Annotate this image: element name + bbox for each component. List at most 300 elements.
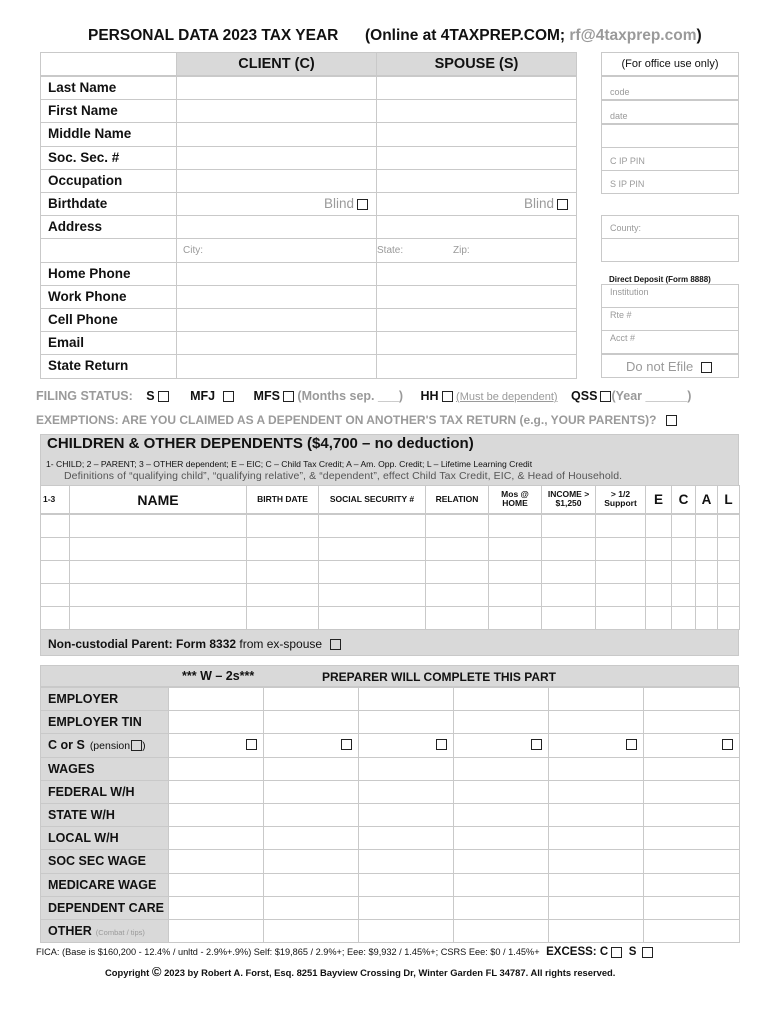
dependents-title: CHILDREN & OTHER DEPENDENTS ($4,700 – no deduction) [47, 435, 474, 452]
w2-cell[interactable] [548, 873, 644, 897]
exemptions-question [36, 413, 677, 427]
w2-cell[interactable] [453, 780, 549, 804]
exemptions-checkbox[interactable] [666, 415, 677, 426]
dependent-cell[interactable] [541, 514, 596, 538]
w2-row-label [48, 762, 95, 776]
dependent-cell[interactable] [246, 606, 319, 630]
do-not-efile[interactable] [601, 354, 739, 378]
dependent-cell[interactable] [595, 606, 646, 630]
dependent-cell[interactable] [425, 583, 489, 607]
w2-header-left: *** W – 2s*** [182, 669, 255, 683]
w2-cell[interactable] [548, 919, 644, 943]
w2-row-label [48, 878, 156, 892]
w2-cell[interactable] [453, 873, 549, 897]
w2-cell[interactable] [168, 710, 264, 734]
w2-cell[interactable] [358, 780, 454, 804]
w2-row-label-cell [40, 710, 169, 734]
dependent-cell[interactable] [318, 606, 426, 630]
dependent-cell[interactable] [695, 583, 718, 607]
w2-cell[interactable] [643, 849, 740, 874]
page-title [88, 27, 702, 45]
w2-cell[interactable] [168, 896, 264, 920]
zip-label: Zip: [453, 245, 470, 256]
c-or-s-checkbox[interactable] [722, 739, 733, 750]
title-email[interactable]: rf@4taxprep.com [569, 27, 697, 44]
dependent-cell[interactable] [717, 560, 740, 584]
dependent-cell[interactable] [40, 537, 70, 561]
client-field[interactable] [176, 122, 377, 147]
institution-field[interactable]: Institution [601, 284, 739, 308]
dependent-col-header-label: A [701, 491, 712, 507]
w2-cell[interactable] [643, 757, 740, 781]
dependent-cell[interactable] [645, 514, 672, 538]
filing-mfj-checkbox[interactable] [223, 391, 234, 402]
w2-row-label-cell [40, 733, 169, 758]
w2-cell[interactable] [643, 733, 740, 758]
dependent-cell[interactable] [318, 583, 426, 607]
dependent-col-header-label: SOCIAL SECURITY # [329, 493, 415, 504]
dependent-cell[interactable] [488, 583, 542, 607]
dependent-cell[interactable] [671, 583, 696, 607]
w2-cell[interactable] [168, 687, 264, 711]
pension-close: ) [142, 740, 146, 752]
account-field[interactable]: Acct # [601, 330, 739, 354]
dependent-col-header [246, 485, 319, 514]
w2-row-label-cell [40, 849, 169, 874]
client-field[interactable] [176, 99, 377, 123]
w2-cell[interactable] [168, 826, 264, 850]
filing-s-checkbox[interactable] [158, 391, 169, 402]
dependent-cell[interactable] [695, 537, 718, 561]
client-field[interactable] [176, 76, 377, 100]
blind-checkbox[interactable] [557, 199, 568, 210]
w2-row-label [48, 692, 118, 706]
office-blank-field[interactable] [601, 124, 739, 148]
dependent-col-header-label: L [724, 491, 733, 507]
dependent-cell[interactable] [425, 560, 489, 584]
personal-row-label-cell [40, 76, 177, 100]
dependent-col-header [645, 485, 672, 514]
dependent-col-header-label: C [678, 491, 689, 507]
fica-text: FICA: (Base is $160,200 - 12.4% / unltd - 2.9%+.9%) Self: $19,865 / 2.9%+; Eee: $9,932 / 1.45%+; CSRS Eee: $0 / 1.45%+ [36, 947, 540, 957]
dependent-col-header [595, 485, 646, 514]
w2-cell[interactable] [643, 919, 740, 943]
dependent-col-header-label: > 1/2 Support [604, 488, 637, 509]
personal-row-label: Middle Name [48, 126, 132, 141]
dependent-cell[interactable] [246, 560, 319, 584]
personal-corner [40, 52, 177, 76]
direct-deposit-label: Direct Deposit (Form 8888) [609, 275, 711, 284]
w2-header-right: PREPARER WILL COMPLETE THIS PART [322, 670, 557, 684]
w2-row-label [48, 808, 115, 822]
dependent-cell[interactable] [645, 606, 672, 630]
filing-year: (Year ______) [611, 389, 692, 403]
personal-row-label-cell [40, 331, 177, 355]
personal-row-label: Birthdate [48, 196, 108, 211]
w2-cell[interactable] [263, 757, 359, 781]
w2-cell[interactable] [453, 733, 549, 758]
blind-option [324, 196, 368, 211]
copyright-line [105, 964, 615, 979]
w2-row-label-cell [40, 826, 169, 850]
w2-cell[interactable] [453, 919, 549, 943]
w2-cell[interactable] [168, 919, 264, 943]
w2-cell[interactable] [643, 873, 740, 897]
w2-row-label-cell [40, 780, 169, 804]
dependent-cell[interactable] [671, 514, 696, 538]
w2-cell[interactable] [358, 757, 454, 781]
w2-cell[interactable] [548, 710, 644, 734]
c-or-s-checkbox[interactable] [531, 739, 542, 750]
personal-row-label-cell [40, 285, 177, 309]
dependent-cell[interactable] [717, 514, 740, 538]
dependent-cell[interactable] [488, 537, 542, 561]
dependent-cell[interactable] [671, 560, 696, 584]
personal-row-label: Home Phone [48, 266, 131, 281]
dependent-col-header [541, 485, 596, 514]
personal-row-label-cell [40, 308, 177, 332]
blind-checkbox[interactable] [357, 199, 368, 210]
spouse-field[interactable] [376, 238, 577, 263]
personal-row-label-cell [40, 169, 177, 193]
blind-label: Blind [323, 196, 354, 211]
w2-cell[interactable] [168, 780, 264, 804]
w2-cell[interactable] [263, 826, 359, 850]
dependent-col-header-label: BIRTH DATE [257, 493, 308, 504]
copyright-pre: Copyright [105, 967, 152, 978]
dependent-cell[interactable] [425, 514, 489, 538]
filing-mfs-checkbox[interactable] [283, 391, 294, 402]
dependent-cell[interactable] [488, 514, 542, 538]
w2-cell[interactable] [263, 780, 359, 804]
w2-cell[interactable] [263, 803, 359, 827]
w2-cell[interactable] [263, 873, 359, 897]
personal-row-label: First Name [48, 103, 118, 118]
spouse-field[interactable] [376, 331, 577, 355]
w2-cell[interactable] [358, 896, 454, 920]
filing-months-sep: (Months sep. ___) [297, 389, 403, 403]
personal-row-label: Soc. Sec. # [48, 150, 120, 165]
w2-cell[interactable] [453, 803, 549, 827]
c-or-s-checkbox[interactable] [436, 739, 447, 750]
w2-cell[interactable] [548, 733, 644, 758]
w2-cell[interactable] [548, 826, 644, 850]
w2-cell[interactable] [263, 733, 359, 758]
personal-row-label-cell [40, 146, 177, 170]
w2-row-label [48, 854, 146, 868]
client-field[interactable] [176, 192, 377, 216]
w2-cell[interactable] [643, 896, 740, 920]
dependent-cell[interactable] [541, 537, 596, 561]
dependent-cell[interactable] [246, 537, 319, 561]
spouse-field[interactable] [376, 354, 577, 379]
dependent-col-header [318, 485, 426, 514]
spouse-field[interactable] [376, 285, 577, 309]
dependent-cell[interactable] [645, 560, 672, 584]
client-field[interactable] [176, 215, 377, 239]
c-or-s-checkbox[interactable] [626, 739, 637, 750]
routing-field[interactable]: Rte # [601, 307, 739, 331]
dependent-cell[interactable] [69, 606, 247, 630]
spouse-header: SPOUSE (S) [376, 52, 577, 76]
personal-row-label-cell [40, 99, 177, 123]
dependent-col-header-label: INCOME > $1,250 [547, 488, 590, 509]
dependent-cell[interactable] [246, 514, 319, 538]
dependent-col-header [69, 485, 247, 514]
blind-option [524, 196, 568, 211]
w2-cell[interactable] [453, 757, 549, 781]
dependent-cell[interactable] [425, 537, 489, 561]
office-date-field[interactable]: date [601, 100, 739, 124]
w2-cell[interactable] [358, 803, 454, 827]
w2-row-label-cell [40, 919, 169, 943]
noncustodial-checkbox[interactable] [330, 639, 341, 650]
w2-cell[interactable] [453, 896, 549, 920]
do-not-efile-checkbox[interactable] [701, 362, 712, 373]
w2-cell[interactable] [643, 803, 740, 827]
w2-cell[interactable] [548, 803, 644, 827]
title-main: PERSONAL DATA 2023 TAX YEAR [88, 27, 339, 44]
spouse-field[interactable] [376, 192, 577, 216]
office-cip-field[interactable]: C IP PIN [601, 147, 739, 171]
dependent-col-header [671, 485, 696, 514]
dependent-cell[interactable] [595, 560, 646, 584]
w2-row-label-cell [40, 687, 169, 711]
dependent-col-header [40, 485, 70, 514]
w2-cell[interactable] [168, 873, 264, 897]
personal-row-label: Email [48, 335, 85, 350]
w2-cell[interactable] [263, 919, 359, 943]
office-county-field[interactable]: County: [601, 215, 739, 239]
combat-tips-note: (Combat / tips) [95, 928, 145, 937]
w2-header [40, 665, 739, 687]
dependent-cell[interactable] [695, 606, 718, 630]
client-header: CLIENT (C) [176, 52, 377, 76]
client-field[interactable] [176, 331, 377, 355]
dependent-cell[interactable] [645, 537, 672, 561]
client-field[interactable] [176, 169, 377, 193]
w2-row-label [48, 715, 142, 729]
dependent-col-header-label: NAME [137, 491, 179, 508]
fica-excess-s-label: S [628, 946, 637, 958]
dependent-cell[interactable] [541, 583, 596, 607]
noncustodial-tail: from ex-spouse [236, 637, 323, 651]
dependent-cell[interactable] [717, 583, 740, 607]
spouse-field[interactable] [376, 99, 577, 123]
dependent-col-header-label: Mos @ HOME [501, 488, 529, 509]
w2-cell[interactable] [358, 826, 454, 850]
w2-cell[interactable] [263, 687, 359, 711]
dependents-legend: 1- CHILD; 2 – PARENT; 3 – OTHER dependent; E – EIC; C – Child Tax Credit; A – Am. Opp. Credit; L – Lifetime Learning Credit [46, 459, 533, 469]
office-header: (For office use only) [601, 52, 739, 76]
dependent-cell[interactable] [40, 583, 70, 607]
w2-row-label-text: EMPLOYER [48, 692, 119, 706]
dependent-col-header [695, 485, 718, 514]
w2-cell[interactable] [358, 919, 454, 943]
w2-row-label-cell [40, 803, 169, 827]
filing-qss-checkbox[interactable] [600, 391, 611, 402]
dependent-col-header-label: RELATION [435, 493, 479, 504]
client-field[interactable] [176, 262, 377, 286]
spouse-field[interactable] [376, 169, 577, 193]
client-field[interactable] [176, 285, 377, 309]
fica-excess-c-checkbox[interactable] [611, 947, 622, 958]
dependent-cell[interactable] [695, 514, 718, 538]
w2-cell[interactable] [643, 687, 740, 711]
noncustodial-form: Non-custodial Parent: Form 8332 [48, 637, 237, 651]
dependent-cell[interactable] [318, 537, 426, 561]
do-not-efile-label: Do not Efile [626, 359, 694, 374]
office-sip-field[interactable]: S IP PIN [601, 170, 739, 194]
exemptions-text: EXEMPTIONS: ARE YOU CLAIMED AS A DEPENDENT ON ANOTHER'S TAX RETURN (e.g., YOUR PARENTS)? [36, 413, 657, 427]
w2-cell[interactable] [643, 780, 740, 804]
dependent-cell[interactable] [541, 560, 596, 584]
city-label: City: [183, 245, 203, 256]
office-code-field[interactable]: code [601, 76, 739, 100]
w2-cell[interactable] [263, 849, 359, 874]
w2-cell[interactable] [168, 803, 264, 827]
c-or-s-checkbox[interactable] [246, 739, 257, 750]
filing-mfj-label: MFJ [190, 389, 216, 403]
personal-row-label: Work Phone [48, 289, 127, 304]
w2-cell[interactable] [168, 733, 264, 758]
w2-cell[interactable] [453, 710, 549, 734]
spouse-field[interactable] [376, 76, 577, 100]
w2-row-label-text: SOC SEC WAGE [48, 854, 146, 868]
dependent-cell[interactable] [40, 514, 70, 538]
pension-checkbox[interactable] [131, 740, 142, 751]
dependent-col-header [717, 485, 740, 514]
client-field[interactable] [176, 308, 377, 332]
dependent-cell[interactable] [425, 606, 489, 630]
dependent-cell[interactable] [717, 537, 740, 561]
noncustodial-row [40, 629, 739, 656]
dependent-cell[interactable] [318, 560, 426, 584]
dependents-definitions: Definitions of “qualifying child”, “qualifying relative”, & “dependent”, effect Child Tax Credit, EIC, & Head of Household. [64, 470, 623, 482]
spouse-field[interactable] [376, 122, 577, 147]
personal-row-label: Cell Phone [48, 312, 118, 327]
w2-cell[interactable] [548, 757, 644, 781]
personal-row-label: Address [48, 219, 103, 234]
w2-cell[interactable] [358, 733, 454, 758]
dependent-cell[interactable] [695, 560, 718, 584]
title-online: (Online at 4TAXPREP.COM; [364, 27, 570, 44]
dependent-cell[interactable] [69, 537, 247, 561]
dependent-cell[interactable] [671, 606, 696, 630]
dependent-cell[interactable] [541, 606, 596, 630]
fica-excess-label: EXCESS: C [546, 946, 609, 958]
w2-row-label [48, 924, 145, 938]
personal-row-label-cell [40, 122, 177, 147]
w2-row-label-text: DEPENDENT CARE [48, 901, 164, 915]
spouse-field[interactable] [376, 146, 577, 170]
personal-row-label: Occupation [48, 173, 123, 188]
w2-row-label-text: MEDICARE WAGE [48, 878, 157, 892]
w2-cell[interactable] [358, 687, 454, 711]
dependent-cell[interactable] [246, 583, 319, 607]
w2-row-label [48, 831, 119, 845]
dependent-cell[interactable] [717, 606, 740, 630]
dependent-cell[interactable] [488, 606, 542, 630]
w2-cell[interactable] [548, 780, 644, 804]
pension-label: (pension [89, 740, 131, 752]
spouse-field[interactable] [376, 262, 577, 286]
w2-cell[interactable] [358, 873, 454, 897]
fica-excess-s-checkbox[interactable] [642, 947, 653, 958]
w2-cell[interactable] [453, 849, 549, 874]
personal-row-label: Last Name [48, 80, 117, 95]
w2-cell[interactable] [548, 849, 644, 874]
w2-cell[interactable] [643, 826, 740, 850]
w2-cell[interactable] [548, 687, 644, 711]
copyright-post: 2023 by Robert A. Forst, Esq. 8251 Bayview Crossing Dr, Winter Garden FL 34787. All rights reserved. [161, 967, 616, 978]
title-close: ) [696, 27, 702, 44]
blind-label: Blind [523, 196, 554, 211]
dependent-cell[interactable] [318, 514, 426, 538]
w2-row-label-text: C or S [48, 738, 85, 752]
dependent-cell[interactable] [40, 606, 70, 630]
spouse-field[interactable] [376, 215, 577, 239]
client-field[interactable] [176, 354, 377, 379]
filing-hh-checkbox[interactable] [442, 391, 453, 402]
client-field[interactable] [176, 238, 377, 263]
c-or-s-checkbox[interactable] [341, 739, 352, 750]
w2-row-label-text: LOCAL W/H [48, 831, 119, 845]
filing-status-label: FILING STATUS: [36, 389, 133, 403]
w2-row-label-text: EMPLOYER TIN [48, 715, 142, 729]
personal-row-label-cell [40, 354, 177, 379]
filing-status-row [36, 389, 691, 403]
spouse-field[interactable] [376, 308, 577, 332]
office-county-blank[interactable] [601, 238, 739, 262]
personal-row-label-cell [40, 238, 177, 263]
fica-line [36, 946, 653, 958]
w2-row-label [48, 901, 164, 915]
copyright-symbol: © [151, 964, 162, 979]
dependent-cell[interactable] [40, 560, 70, 584]
dependent-cell[interactable] [69, 514, 247, 538]
w2-cell[interactable] [358, 849, 454, 874]
w2-cell[interactable] [453, 687, 549, 711]
client-field[interactable] [176, 146, 377, 170]
dependent-cell[interactable] [671, 537, 696, 561]
dependent-cell[interactable] [595, 537, 646, 561]
dependent-cell[interactable] [645, 583, 672, 607]
w2-cell[interactable] [358, 710, 454, 734]
w2-row-label-text: OTHER [48, 924, 92, 938]
dependent-cell[interactable] [488, 560, 542, 584]
personal-row-label-cell [40, 215, 177, 239]
filing-mfs-label: MFS [253, 389, 280, 403]
w2-cell[interactable] [453, 826, 549, 850]
dependent-cell[interactable] [69, 560, 247, 584]
w2-cell[interactable] [263, 896, 359, 920]
dependent-cell[interactable] [595, 514, 646, 538]
w2-row-label-text: STATE W/H [48, 808, 115, 822]
w2-row-label-cell [40, 873, 169, 897]
w2-cell[interactable] [168, 757, 264, 781]
w2-cell[interactable] [548, 896, 644, 920]
w2-row-label-text: WAGES [48, 762, 95, 776]
dependent-cell[interactable] [69, 583, 247, 607]
dependent-col-header [425, 485, 489, 514]
w2-cell[interactable] [263, 710, 359, 734]
w2-cell[interactable] [643, 710, 740, 734]
w2-row-label-text: FEDERAL W/H [48, 785, 135, 799]
dependent-cell[interactable] [595, 583, 646, 607]
dependent-col-header-label: E [653, 491, 663, 507]
w2-cell[interactable] [168, 849, 264, 874]
